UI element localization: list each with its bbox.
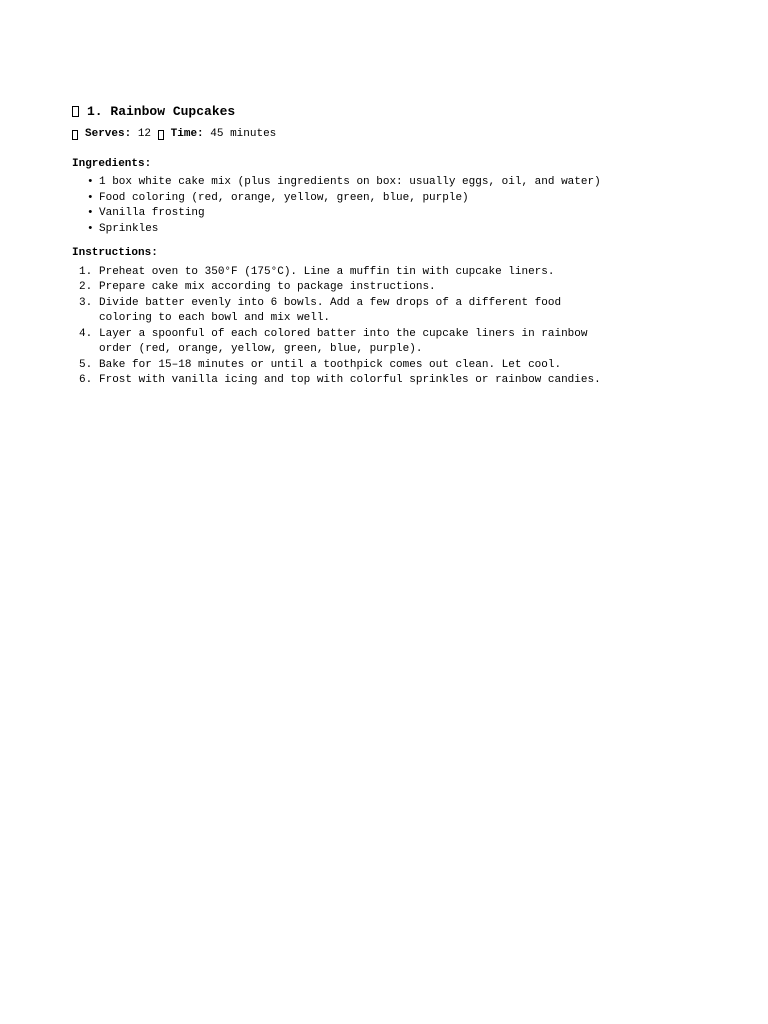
serves-label: Serves: xyxy=(85,128,132,140)
list-item: 5. Bake for 15–18 minutes or until a toothpick comes out clean. Let cool. xyxy=(79,358,562,371)
instructions-list xyxy=(72,265,712,389)
missing-glyph-icon xyxy=(72,106,79,117)
bullet-icon: • xyxy=(87,222,94,235)
list-item: 4. Layer a spoonful of each colored batter into the cupcake liners in rainbow order (red, orange, yellow, green, blue, purple). xyxy=(79,327,588,355)
ingredients-heading: Ingredients: xyxy=(72,157,152,170)
bullet-icon: • xyxy=(87,176,94,188)
ingredients-list xyxy=(72,175,712,237)
serves-icon xyxy=(72,130,78,140)
list-item: • 1 box white cake mix (plus ingredients on box: usually eggs, oil, and water) xyxy=(72,175,712,191)
list-item: • Sprinkles xyxy=(72,222,712,238)
time-icon xyxy=(158,130,164,140)
serves-value: 12 xyxy=(137,128,152,140)
list-item: • Vanilla frosting xyxy=(72,206,712,222)
recipe-title-row xyxy=(72,103,712,120)
bullet-icon: • xyxy=(87,191,94,204)
time-label: Time: xyxy=(170,128,204,140)
recipe-document xyxy=(72,103,712,389)
recipe-meta xyxy=(72,127,712,143)
list-item: 1. Preheat oven to 350°F (175°C). Line a muffin tin with cupcake liners. xyxy=(79,265,555,278)
time-value: 45 minutes xyxy=(210,128,277,140)
recipe-title: 1. Rainbow Cupcakes xyxy=(87,104,236,119)
list-item: 3. Divide batter evenly into 6 bowls. Add a few drops of a different food coloring to each bowl and mix well. xyxy=(79,296,562,324)
instructions-heading: Instructions: xyxy=(72,247,158,259)
bullet-icon: • xyxy=(87,207,94,219)
list-item: 6. Frost with vanilla icing and top with colorful sprinkles or rainbow candies. xyxy=(79,374,601,386)
list-item: 2. Prepare cake mix according to package instructions. xyxy=(79,281,436,293)
list-item: • Food coloring (red, orange, yellow, green, blue, purple) xyxy=(72,191,712,207)
